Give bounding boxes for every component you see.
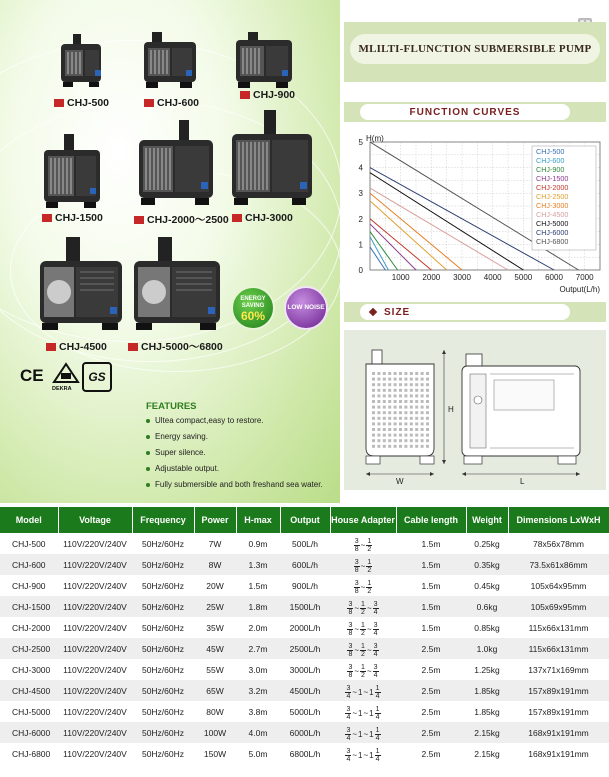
cell-dims: 78x56x78mm	[508, 533, 609, 554]
fraction: $\frac{1}{2}$	[361, 621, 365, 637]
red-square-icon	[144, 99, 154, 107]
cell-model: CHJ-1500	[0, 596, 58, 617]
fraction: $\frac{3}{4}$	[373, 600, 378, 616]
cell-cable: 1.5m	[396, 617, 466, 638]
fraction: $\frac{1}{4}$	[375, 747, 380, 763]
cell-model: CHJ-600	[0, 554, 58, 575]
cell-freq: 50Hz/60Hz	[132, 659, 194, 680]
table-row	[0, 575, 609, 596]
x-tick-label: 5000	[514, 273, 533, 282]
cell-output: 900L/h	[280, 575, 330, 596]
x-tick-label: 2000	[422, 273, 441, 282]
red-square-icon	[128, 343, 138, 351]
x-tick-label: 6000	[545, 273, 563, 282]
cell-house-adapter: $\frac{3}{8}$ ~ $\frac{1}{2}$	[330, 554, 396, 575]
legend-entry: CHJ-500	[536, 147, 565, 156]
red-square-icon	[42, 214, 52, 222]
size-label-h: H	[448, 405, 454, 414]
cell-freq: 50Hz/60Hz	[132, 533, 194, 554]
table-row	[0, 533, 609, 554]
fraction: $\frac{3}{4}$	[373, 621, 378, 637]
column-header: Power	[194, 507, 236, 533]
cell-freq: 50Hz/60Hz	[132, 701, 194, 722]
cell-power: 7W	[194, 533, 236, 554]
cell-output: 1500L/h	[280, 596, 330, 617]
fraction: $\frac{3}{4}$	[346, 726, 351, 742]
cell-cable: 1.5m	[396, 533, 466, 554]
bullet-icon	[146, 451, 150, 455]
fraction: $\frac{1}{4}$	[375, 684, 380, 700]
fraction: $\frac{3}{8}$	[354, 537, 359, 553]
function-curves-chart	[344, 130, 606, 300]
cell-house-adapter: $\frac{3}{4}$ ~ 1 ~ 1 $\frac{1}{4}$	[330, 680, 396, 701]
cell-freq: 50Hz/60Hz	[132, 638, 194, 659]
cell-hmax: 0.9m	[236, 533, 280, 554]
column-header: H-max	[236, 507, 280, 533]
table-row	[0, 638, 609, 659]
size-diagram	[344, 330, 606, 490]
cell-cable: 2.5m	[396, 701, 466, 722]
cell-cable: 2.5m	[396, 659, 466, 680]
fraction: $\frac{3}{4}$	[373, 642, 378, 658]
y-tick-label: 3	[358, 189, 363, 199]
cell-model: CHJ-4500	[0, 680, 58, 701]
pump-image-chj-3000	[228, 108, 318, 210]
cell-cable: 2.5m	[396, 743, 466, 764]
cell-weight: 1.85kg	[466, 680, 508, 701]
cell-output: 2000L/h	[280, 617, 330, 638]
table-row	[0, 659, 609, 680]
cell-power: 35W	[194, 617, 236, 638]
cell-voltage: 110V/220V/240V	[58, 722, 132, 743]
cell-model: CHJ-500	[0, 533, 58, 554]
cell-dims: 105x64x95mm	[508, 575, 609, 596]
cell-dims: 157x89x191mm	[508, 701, 609, 722]
legend-entry: CHJ-2500	[536, 192, 569, 201]
cell-hmax: 2.0m	[236, 617, 280, 638]
pump-image-chj-2000-2500	[135, 118, 225, 210]
title-band	[344, 22, 606, 82]
ce-mark: CE	[20, 366, 44, 385]
cell-voltage: 110V/220V/240V	[58, 617, 132, 638]
pump-image-chj-1500	[40, 132, 110, 212]
cell-model: CHJ-900	[0, 575, 58, 596]
column-header: House Adapter	[330, 507, 396, 533]
pump-image-chj-600	[140, 28, 210, 94]
cell-voltage: 110V/220V/240V	[58, 743, 132, 764]
cell-power: 8W	[194, 554, 236, 575]
table-row	[0, 680, 609, 701]
pump-image-chj-4500	[36, 235, 128, 335]
cell-power: 20W	[194, 575, 236, 596]
cell-power: 80W	[194, 701, 236, 722]
column-header: Frequency	[132, 507, 194, 533]
bullet-icon	[146, 467, 150, 471]
table-row	[0, 617, 609, 638]
cell-dims: 168x91x191mm	[508, 722, 609, 743]
cell-output: 5000L/h	[280, 701, 330, 722]
x-tick-label: 4000	[483, 273, 502, 282]
cell-hmax: 3.2m	[236, 680, 280, 701]
cell-house-adapter: $\frac{3}{8}$ ~ $\frac{1}{2}$ ~ $\frac{3}{4}$	[330, 617, 396, 638]
legend-entry: CHJ-6800	[536, 237, 569, 246]
cell-power: 25W	[194, 596, 236, 617]
cell-house-adapter: $\frac{3}{8}$ ~ $\frac{1}{2}$ ~ $\frac{3}{4}$	[330, 596, 396, 617]
cell-output: 500L/h	[280, 533, 330, 554]
fraction: $\frac{3}{8}$	[348, 663, 353, 679]
cell-freq: 50Hz/60Hz	[132, 575, 194, 596]
dekra-label: DEKRA	[52, 386, 72, 392]
cell-model: CHJ-2000	[0, 617, 58, 638]
column-header: Dimensions LxWxH	[508, 507, 609, 533]
size-header	[344, 302, 606, 322]
fraction: $\frac{1}{4}$	[375, 705, 380, 721]
red-square-icon	[134, 216, 144, 224]
pump-image-chj-900	[232, 28, 302, 94]
fraction: $\frac{1}{2}$	[367, 579, 372, 595]
legend-entry: CHJ-6000	[536, 228, 569, 237]
legend-entry: CHJ-3000	[536, 201, 569, 210]
cell-dims: 105x69x95mm	[508, 596, 609, 617]
bullet-icon	[146, 483, 150, 487]
fraction: $\frac{3}{8}$	[354, 558, 359, 574]
cell-output: 2500L/h	[280, 638, 330, 659]
cell-house-adapter: $\frac{3}{8}$ ~ $\frac{1}{2}$	[330, 575, 396, 596]
cell-model: CHJ-3000	[0, 659, 58, 680]
pump-label-chj-4500: CHJ-4500	[46, 341, 107, 353]
cell-dims: 168x91x191mm	[508, 743, 609, 764]
product-panel	[0, 0, 340, 503]
bullet-icon	[146, 435, 150, 439]
low-noise-badge: LOW NOISE	[284, 286, 328, 330]
column-header: Output	[280, 507, 330, 533]
cell-voltage: 110V/220V/240V	[58, 659, 132, 680]
cell-voltage: 110V/220V/240V	[58, 638, 132, 659]
cell-dims: 137x71x169mm	[508, 659, 609, 680]
energy-saving-badge: ENERGY SAVING 60%	[231, 286, 275, 330]
fraction: $\frac{3}{4}$	[373, 663, 378, 679]
table-row	[0, 596, 609, 617]
cell-weight: 2.15kg	[466, 743, 508, 764]
red-square-icon	[240, 91, 250, 99]
pump-label-chj-1500: CHJ-1500	[42, 212, 103, 224]
cell-weight: 0.45kg	[466, 575, 508, 596]
cell-freq: 50Hz/60Hz	[132, 617, 194, 638]
chart-ylabel: H(m)	[366, 134, 384, 143]
chart-x-ticks	[392, 273, 594, 282]
cell-model: CHJ-5000	[0, 701, 58, 722]
cell-weight: 1.85kg	[466, 701, 508, 722]
cell-dims: 157x89x191mm	[508, 680, 609, 701]
features-list	[146, 416, 340, 489]
spec-table	[0, 507, 609, 764]
cell-hmax: 1.8m	[236, 596, 280, 617]
cell-dims: 115x66x131mm	[508, 638, 609, 659]
column-header: Cable length	[396, 507, 466, 533]
cell-power: 65W	[194, 680, 236, 701]
bullet-icon	[146, 419, 150, 423]
cell-freq: 50Hz/60Hz	[132, 680, 194, 701]
cell-power: 100W	[194, 722, 236, 743]
cell-cable: 1.5m	[396, 596, 466, 617]
cell-voltage: 110V/220V/240V	[58, 596, 132, 617]
cell-hmax: 4.0m	[236, 722, 280, 743]
features-title: FEATURES	[146, 401, 197, 412]
cell-house-adapter: $\frac{3}{8}$ ~ $\frac{1}{2}$	[330, 533, 396, 554]
cell-model: CHJ-2500	[0, 638, 58, 659]
feature-item: Energy saving.	[146, 432, 340, 441]
cell-weight: 1.25kg	[466, 659, 508, 680]
column-header: Model	[0, 507, 58, 533]
cell-hmax: 1.5m	[236, 575, 280, 596]
cell-cable: 2.5m	[396, 680, 466, 701]
cell-model: CHJ-6800	[0, 743, 58, 764]
fraction: $\frac{3}{4}$	[346, 705, 351, 721]
fraction: $\frac{1}{2}$	[361, 642, 365, 658]
cell-cable: 2.5m	[396, 638, 466, 659]
cell-house-adapter: $\frac{3}{8}$ ~ $\frac{1}{2}$ ~ $\frac{3}{4}$	[330, 659, 396, 680]
cell-voltage: 110V/220V/240V	[58, 554, 132, 575]
size-title: SIZE	[384, 306, 411, 318]
fraction: $\frac{1}{2}$	[361, 600, 365, 616]
table-row	[0, 743, 609, 764]
cell-output: 3000L/h	[280, 659, 330, 680]
red-square-icon	[232, 214, 242, 222]
size-label-l: L	[520, 477, 525, 486]
column-header: Weight	[466, 507, 508, 533]
table-row	[0, 722, 609, 743]
pump-image-chj-5000-6800	[130, 235, 226, 335]
cell-hmax: 2.7m	[236, 638, 280, 659]
cell-cable: 2.5m	[396, 722, 466, 743]
cell-model: CHJ-6000	[0, 722, 58, 743]
cell-house-adapter: $\frac{3}{4}$ ~ 1 ~ 1 $\frac{1}{4}$	[330, 743, 396, 764]
cell-voltage: 110V/220V/240V	[58, 575, 132, 596]
cell-dims: 115x66x131mm	[508, 617, 609, 638]
size-label-w: W	[396, 477, 404, 486]
legend-entry: CHJ-2000	[536, 183, 569, 192]
cell-weight: 0.35kg	[466, 554, 508, 575]
cell-hmax: 3.8m	[236, 701, 280, 722]
y-tick-label: 4	[358, 163, 363, 173]
pump-label-chj-3000: CHJ-3000	[232, 212, 293, 224]
fraction: $\frac{1}{2}$	[367, 558, 372, 574]
fraction: $\frac{3}{8}$	[348, 642, 353, 658]
cell-cable: 1.5m	[396, 554, 466, 575]
cell-house-adapter: $\frac{3}{4}$ ~ 1 ~ 1 $\frac{1}{4}$	[330, 701, 396, 722]
legend-entry: CHJ-600	[536, 156, 565, 165]
cell-freq: 50Hz/60Hz	[132, 743, 194, 764]
legend-entry: CHJ-4500	[536, 210, 569, 219]
cell-voltage: 110V/220V/240V	[58, 701, 132, 722]
page-title: MLILTI-FLUNCTION SUBMERSIBLE PUMP	[350, 34, 600, 64]
cell-freq: 50Hz/60Hz	[132, 554, 194, 575]
cell-weight: 2.15kg	[466, 722, 508, 743]
pump-image-chj-500	[55, 30, 117, 92]
function-curves-header	[344, 102, 606, 122]
cell-cable: 1.5m	[396, 575, 466, 596]
chart-xlabel: Output(L/h)	[559, 285, 600, 294]
cell-hmax: 5.0m	[236, 743, 280, 764]
cell-hmax: 3.0m	[236, 659, 280, 680]
fraction: $\frac{3}{4}$	[346, 684, 351, 700]
fraction: $\frac{3}{8}$	[354, 579, 359, 595]
x-tick-label: 3000	[453, 273, 471, 282]
y-tick-label: 0	[358, 266, 363, 275]
table-header-row	[0, 507, 609, 533]
chart-y-ticks	[359, 138, 364, 275]
y-tick-label: 2	[358, 214, 363, 224]
cell-power: 55W	[194, 659, 236, 680]
x-tick-label: 7000	[575, 273, 594, 282]
features-section	[146, 401, 340, 496]
cell-output: 600L/h	[280, 554, 330, 575]
cell-voltage: 110V/220V/240V	[58, 533, 132, 554]
pump-label-chj-600: CHJ-600	[144, 97, 199, 109]
x-tick-label: 1000	[391, 273, 410, 282]
legend-entry: CHJ-5000	[536, 219, 569, 228]
cell-freq: 50Hz/60Hz	[132, 596, 194, 617]
cell-hmax: 1.3m	[236, 554, 280, 575]
cell-house-adapter: $\frac{3}{4}$ ~ 1 ~ 1 $\frac{1}{4}$	[330, 722, 396, 743]
feature-item: Super silence.	[146, 448, 340, 457]
feature-item: Fully submersible and both freshand sea water.	[146, 480, 340, 489]
fraction: $\frac{3}{4}$	[346, 747, 351, 763]
cell-weight: 0.6kg	[466, 596, 508, 617]
feature-item: Ultea compact,easy to restore.	[146, 416, 340, 425]
column-header: Voltage	[58, 507, 132, 533]
cell-output: 6000L/h	[280, 722, 330, 743]
fraction: $\frac{1}{2}$	[367, 537, 372, 553]
red-square-icon	[54, 99, 64, 107]
y-tick-label: 5	[358, 138, 363, 147]
fraction: $\frac{1}{2}$	[361, 663, 365, 679]
pump-label-chj-2000-2500: CHJ-2000～2500	[134, 212, 229, 227]
pump-label-chj-5000-6800: CHJ-5000～6800	[128, 339, 223, 354]
cell-dims: 73.5x61x86mm	[508, 554, 609, 575]
cell-power: 150W	[194, 743, 236, 764]
table-row	[0, 554, 609, 575]
table-body	[0, 533, 609, 764]
legend-entry: CHJ-1500	[536, 174, 569, 183]
pump-label-chj-900: CHJ-900	[240, 89, 295, 101]
cell-weight: 0.25kg	[466, 533, 508, 554]
fraction: $\frac{1}{4}$	[375, 726, 380, 742]
cell-freq: 50Hz/60Hz	[132, 722, 194, 743]
diamond-icon	[369, 308, 377, 316]
cell-power: 45W	[194, 638, 236, 659]
fraction: $\frac{3}{8}$	[348, 600, 353, 616]
cell-weight: 0.85kg	[466, 617, 508, 638]
cell-weight: 1.0kg	[466, 638, 508, 659]
cell-output: 6800L/h	[280, 743, 330, 764]
red-square-icon	[46, 343, 56, 351]
function-curves-title: FUNCTION CURVES	[409, 106, 521, 118]
feature-item: Adjustable output.	[146, 464, 340, 473]
gs-mark: GS	[82, 362, 112, 392]
legend-entry: CHJ-900	[536, 165, 565, 174]
cell-output: 4500L/h	[280, 680, 330, 701]
cell-voltage: 110V/220V/240V	[58, 680, 132, 701]
y-tick-label: 1	[358, 240, 363, 250]
cell-house-adapter: $\frac{3}{8}$ ~ $\frac{1}{2}$ ~ $\frac{3}{4}$	[330, 638, 396, 659]
fraction: $\frac{3}{8}$	[348, 621, 353, 637]
pump-label-chj-500: CHJ-500	[54, 97, 109, 109]
table-row	[0, 701, 609, 722]
